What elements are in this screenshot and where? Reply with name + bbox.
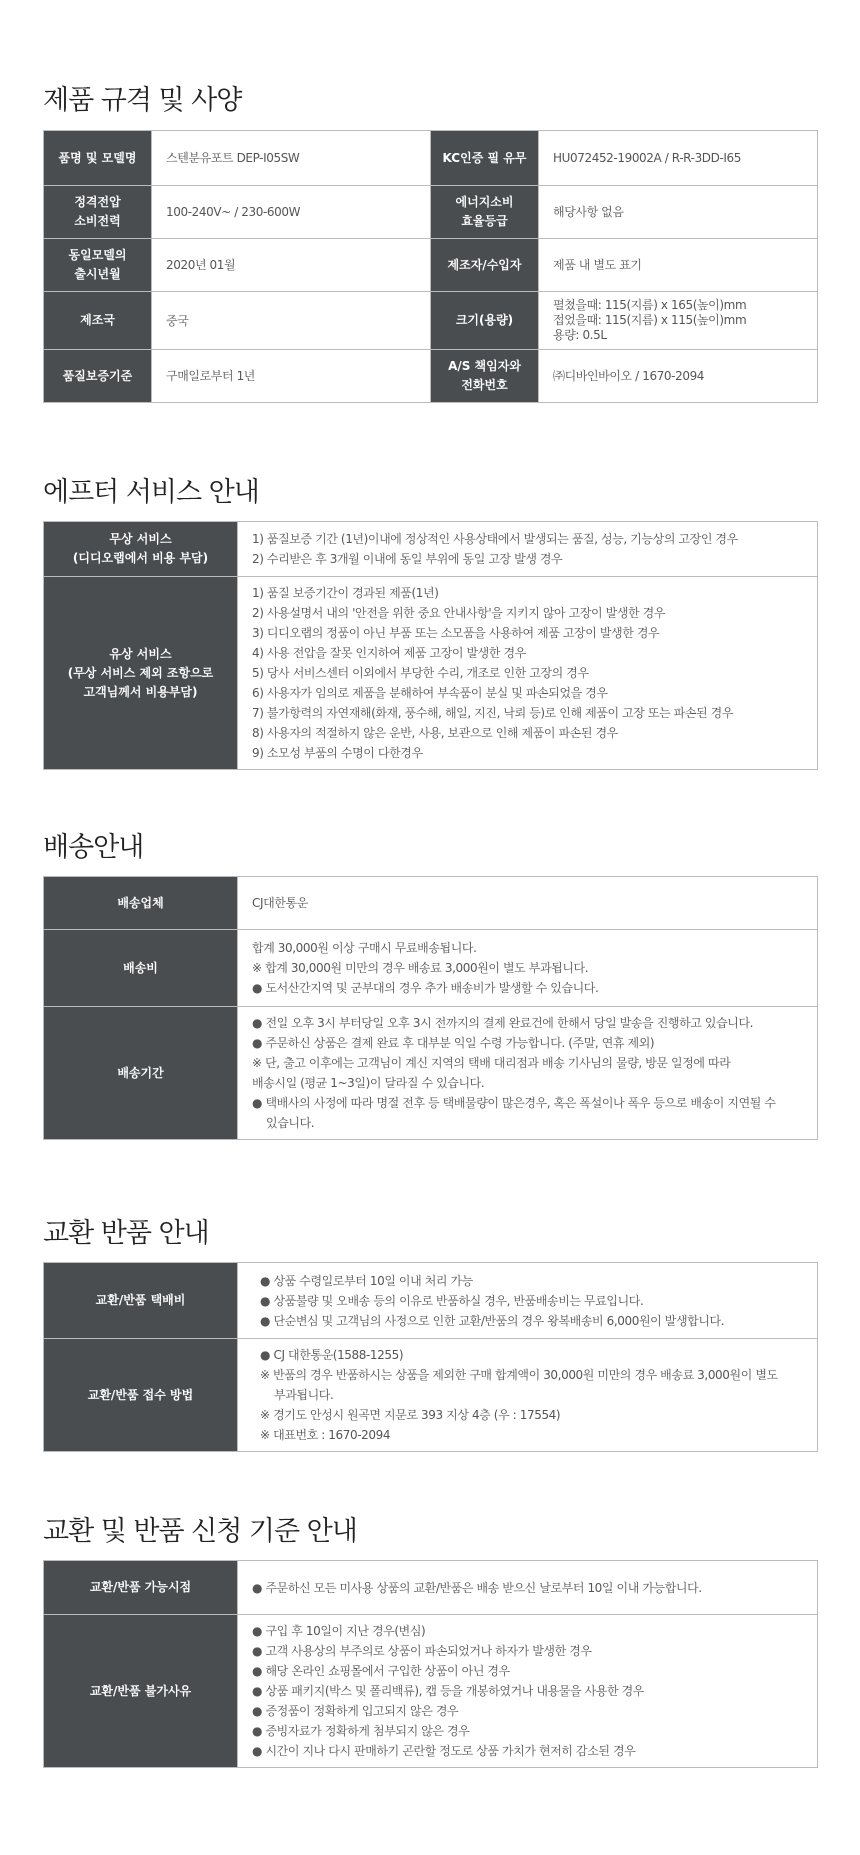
table-row [44,1007,818,1140]
table-row [44,1339,818,1452]
text-line: ● 상품 수령일로부터 10일 이내 처리 가능 [260,1273,473,1288]
text-line: ● 시간이 지나 다시 판매하기 곤란할 정도로 상품 가치가 현저히 감소된 경우 [252,1744,636,1758]
text-line: ● 택배사의 사정에 따라 명절 전후 등 택배물량이 많은경우, 혹은 폭설이나 폭우 등으로 배송이 지연될 수 [252,1096,776,1110]
text-line: ● CJ 대한통운(1588-1255) [260,1348,404,1362]
text-line: 용량: 0.5L [553,328,607,342]
spec-label: KC인증 필 유무 [431,131,539,186]
spec-value [152,131,431,186]
text-line: ※ 반품의 경우 반품하시는 상품을 제외한 구매 합계액이 30,000원 미만의 경우 배송료 3,000원이 별도 [260,1368,778,1382]
text-line: 해당사항 없음 [553,205,624,219]
table-row [44,350,818,403]
delivery-content [238,877,818,930]
text-line: ● 증정품이 정확하게 입고되지 않은 경우 [252,1704,459,1718]
criteria-table [43,1560,818,1768]
spec-label: 제조자/수입자 [431,239,539,292]
spec-value [152,292,431,350]
text-line: 합계 30,000원 이상 구매시 무료배송됩니다. [252,941,477,955]
table-row [44,186,818,239]
text-line: 8) 사용자의 적절하지 않은 운반, 사용, 보관으로 인해 제품이 파손된 경우 [252,726,618,740]
spec-label: 동일모델의 출시년월 [44,239,152,292]
text-line: 스텐분유포트 DEP-I05SW [166,151,300,165]
table-row [44,577,818,770]
table-row [44,1615,818,1768]
exchange-label: 교환/반품 접수 방법 [44,1339,238,1452]
as-table [43,521,818,770]
text-line: ※ 합계 30,000원 미만의 경우 배송료 3,000원이 별도 부과됩니다. [252,961,589,975]
criteria-section-title: 교환 및 반품 신청 기준 안내 [43,1516,357,1547]
spec-section-title: 제품 규격 및 사양 [43,85,242,116]
text-line: 3) 디디오랩의 정품이 아닌 부품 또는 소모품을 사용하여 제품 고장이 발생한 경우 [252,626,660,640]
text-line: 7) 불가항력의 자연재해(화재, 풍수해, 해일, 지진, 낙뢰 등)로 인해 제품이 고장 또는 파손된 경우 [252,706,734,720]
text-line: ● 증빙자료가 정확하게 첨부되지 않은 경우 [252,1724,470,1738]
text-line: 접었을때: 115(지름) x 115(높이)mm [553,313,747,327]
spec-value [152,186,431,239]
exchange-table [43,1262,818,1452]
exchange-label: 교환/반품 택배비 [44,1263,238,1339]
exchange-content [238,1263,818,1339]
text-line: 6) 사용자가 임의로 제품을 분해하여 부속품이 분실 및 파손되었을 경우 [252,686,608,700]
as-label: 유상 서비스 (무상 서비스 제외 조항으로 고객님께서 비용부담) [44,577,238,770]
spec-label: 품질보증기준 [44,350,152,403]
text-line: ㈜디바인바이오 / 1670-2094 [553,369,705,383]
spec-value [152,350,431,403]
text-line: ● 단순변심 및 고객님의 사정으로 인한 교환/반품의 경우 왕복배송비 6,000원이 발생합니다. [260,1313,725,1328]
spec-value [539,350,818,403]
criteria-content [238,1615,818,1768]
text-line: 2020년 01월 [166,258,236,272]
spec-label: 에너지소비 효율등급 [431,186,539,239]
text-line: ● 해당 온라인 쇼핑몰에서 구입한 상품이 아닌 경우 [252,1664,510,1678]
exchange-content [238,1339,818,1452]
spec-label: 제조국 [44,292,152,350]
spec-label: A/S 책임자와 전화번호 [431,350,539,403]
spec-label: 품명 및 모델명 [44,131,152,186]
as-content [238,577,818,770]
spec-value [539,131,818,186]
text-line: 구매일로부터 1년 [166,369,255,383]
spec-value [152,239,431,292]
criteria-label: 교환/반품 가능시점 [44,1561,238,1615]
text-line: ● 주문하신 상품은 결제 완료 후 대부분 익일 수령 가능합니다. (주말, 연휴 제외) [252,1036,655,1050]
text-line: 중국 [166,313,189,328]
table-row [44,522,818,577]
text-line: 4) 사용 전압을 잘못 인지하여 제품 고장이 발생한 경우 [252,646,526,660]
text-line: ● 구입 후 10일이 지난 경우(변심) [252,1624,426,1638]
spec-label: 크기(용량) [431,292,539,350]
table-row [44,877,818,930]
delivery-content [238,1007,818,1140]
text-line: ● 상품불량 및 오배송 등의 이유로 반품하실 경우, 반품배송비는 무료입니다. [260,1293,644,1308]
text-line: 100-240V~ / 230-600W [166,205,301,219]
text-line: ● 고객 사용상의 부주의로 상품이 파손되었거나 하자가 발생한 경우 [252,1644,592,1658]
criteria-content [238,1561,818,1615]
delivery-content [238,930,818,1007]
text-line: ● 상품 패키지(박스 및 폴리백류), 캡 등을 개봉하였거나 내용물을 사용한 경우 [252,1684,644,1698]
text-line: 9) 소모성 부품의 수명이 다한경우 [252,746,423,760]
text-line: 펼쳤을때: 115(지름) x 165(높이)mm [553,298,747,312]
table-row [44,292,818,350]
text-line: 1) 품질 보증기간이 경과된 제품(1년) [252,586,439,600]
exchange-section-title: 교환 반품 안내 [43,1218,209,1249]
delivery-section-title: 배송안내 [43,832,144,863]
delivery-label: 배송기간 [44,1007,238,1140]
text-line: ※ 대표번호 : 1670-2094 [260,1428,391,1442]
text-line: 배송시일 (평균 1~3일)이 달라질 수 있습니다. [252,1076,485,1090]
text-line: HU072452-19002A / R-R-3DD-I65 [553,151,742,165]
table-row [44,1561,818,1615]
criteria-label: 교환/반품 불가사유 [44,1615,238,1768]
spec-value [539,292,818,350]
text-line: 1) 품질보증 기간 (1년)이내에 정상적인 사용상태에서 발생되는 품질, 성능, 기능상의 고장인 경우 [252,532,738,546]
spec-table [43,130,818,403]
text-line: CJ대한통운 [252,896,308,910]
text-line: 2) 사용설명서 내의 '안전을 위한 중요 안내사항'을 지키지 않아 고장이 발생한 경우 [252,606,666,620]
spec-label: 정격전압 소비전력 [44,186,152,239]
spec-value [539,186,818,239]
text-line: 부과됩니다. [274,1388,334,1402]
table-row [44,131,818,186]
spec-value [539,239,818,292]
table-row [44,239,818,292]
table-row [44,930,818,1007]
text-line: 있습니다. [266,1116,315,1130]
delivery-label: 배송업체 [44,877,238,930]
as-content [238,522,818,577]
text-line: 5) 당사 서비스센터 이외에서 부당한 수리, 개조로 인한 고장의 경우 [252,666,589,680]
delivery-label: 배송비 [44,930,238,1007]
text-line: 2) 수리받은 후 3개월 이내에 동일 부위에 동일 고장 발생 경우 [252,552,563,566]
text-line: ● 주문하신 모든 미사용 상품의 교환/반품은 배송 받으신 날로부터 10일 이내 가능합니다. [252,1580,702,1595]
as-label: 무상 서비스 (디디오랩에서 비용 부담) [44,522,238,577]
text-line: ※ 단, 출고 이후에는 고객님이 계신 지역의 택배 대리점과 배송 기사님의 물량, 방문 일정에 따라 [252,1056,731,1070]
as-section-title: 에프터 서비스 안내 [43,477,259,508]
text-line: ● 전일 오후 3시 부터당일 오후 3시 전까지의 결제 완료건에 한해서 당일 발송을 진행하고 있습니다. [252,1016,754,1030]
text-line: 제품 내 별도 표기 [553,258,642,272]
table-row [44,1263,818,1339]
text-line: ※ 경기도 안성시 원곡면 지문로 393 지상 4층 (우 : 17554) [260,1408,561,1422]
delivery-table [43,876,818,1140]
text-line: ● 도서산간지역 및 군부대의 경우 추가 배송비가 발생할 수 있습니다. [252,981,599,995]
